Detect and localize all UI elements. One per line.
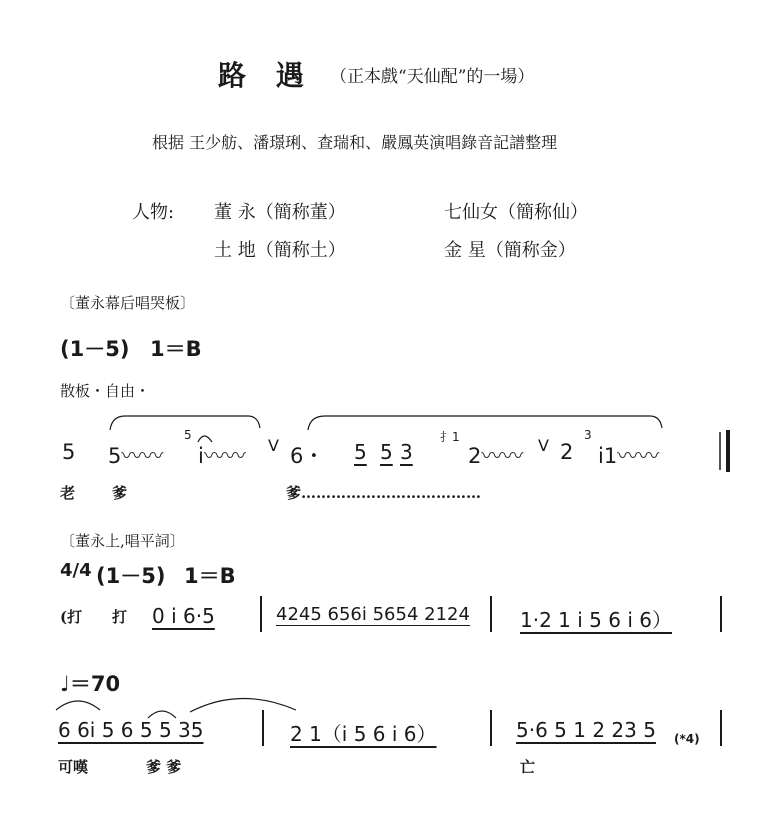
lyric: 亡 <box>520 758 536 776</box>
bar-line <box>720 710 722 746</box>
bar-line <box>260 596 262 632</box>
intro-notes: (1－5) <box>96 564 166 588</box>
breath-mark: V <box>268 436 279 455</box>
ending-mark: (*4) <box>674 732 700 746</box>
note: 5〰〰 <box>108 444 164 468</box>
tempo-mark: ♩＝70 <box>60 672 121 696</box>
grace-note: 扌1 <box>440 430 460 444</box>
bar-line <box>490 710 492 746</box>
note: 2 <box>560 440 574 464</box>
lyric: 可嘆 <box>58 758 89 776</box>
lyric: 爹 爹 <box>146 758 182 776</box>
bar-line <box>490 596 492 632</box>
note: i1〰〰 <box>598 444 660 468</box>
measure: 4245 656i 5654 2124 <box>276 604 470 625</box>
lyric: 爹……………………………… <box>286 484 482 502</box>
stage-direction: 〔董永幕后唱哭板〕 <box>60 294 196 312</box>
measure: 5·6 5 1 2 23 5 <box>516 718 656 742</box>
page-title: 路 遇 <box>218 59 314 92</box>
note: i〰〰 <box>198 444 246 468</box>
note: 3 <box>400 440 413 464</box>
lyric: 老 <box>60 484 76 502</box>
cast-member: 金 星（簡称金） <box>444 240 576 261</box>
note: 6・ <box>290 444 325 468</box>
bar-line <box>720 596 722 632</box>
intro-notes: (1－5) <box>60 337 130 361</box>
key-signature: 1＝B <box>184 564 236 588</box>
tempo-note: 散板・自由・ <box>60 382 151 400</box>
measure: 1·2 1 i 5 6 i 6） <box>520 608 672 632</box>
note: 5 <box>380 440 393 464</box>
cast-member: 董 永（簡称董） <box>214 202 346 223</box>
stage-direction: 〔董永上,唱平詞〕 <box>60 532 185 550</box>
source-line: 根据 王少舫、潘璟琍、查瑞和、嚴鳳英演唱錄音記譜整理 <box>152 133 558 152</box>
percussion: 打 <box>112 608 128 626</box>
bar-line <box>262 710 264 746</box>
cast-member: 七仙女（簡称仙） <box>444 202 588 223</box>
grace-note: 5 <box>184 428 192 442</box>
key-signature: 1＝B <box>150 337 202 361</box>
grace-note: 3 <box>584 428 592 442</box>
note: 5 <box>354 440 367 464</box>
measure: 0 i 6·5 <box>152 604 215 628</box>
meter: 4/4 <box>60 560 92 581</box>
measure: 6 6i 5 6 5 5 35 <box>58 718 204 742</box>
note: 5 <box>62 440 76 464</box>
page-subtitle: （正本戲“天仙配”的一場） <box>330 67 535 87</box>
percussion: (打 <box>60 608 83 626</box>
breath-mark: V <box>538 436 549 455</box>
cast-label: 人物: <box>132 202 175 223</box>
lyric: 爹 <box>112 484 128 502</box>
measure: 2 1（i 5 6 i 6） <box>290 722 437 746</box>
cast-member: 土 地（簡称土） <box>214 240 346 261</box>
note: 2〰〰 <box>468 444 524 468</box>
